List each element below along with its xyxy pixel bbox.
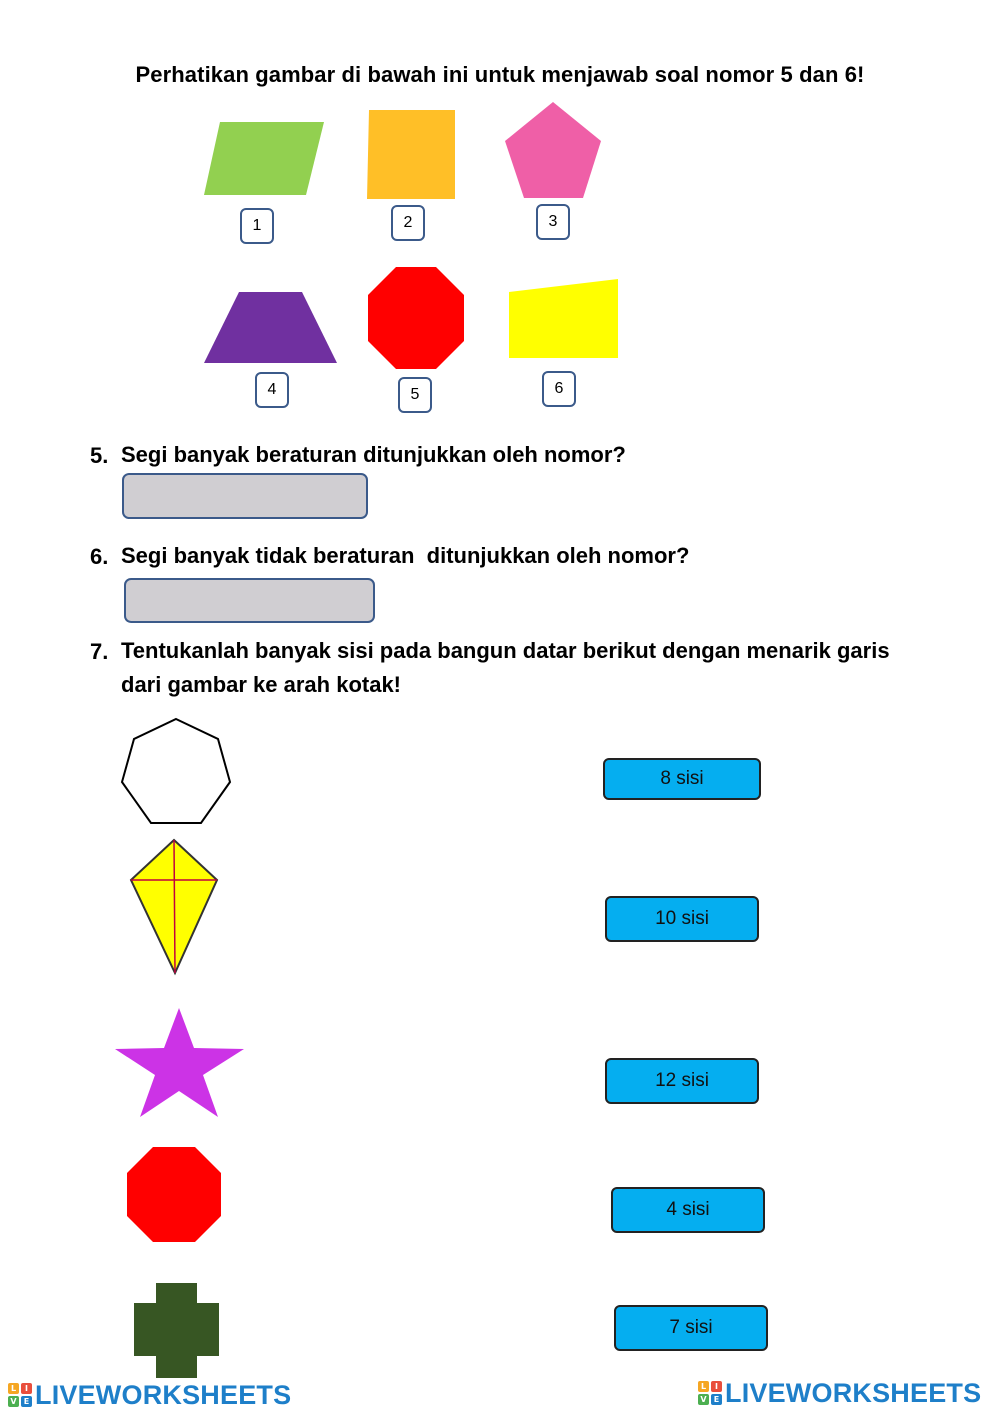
shape-number-label: 4 — [255, 372, 289, 408]
shape-1-parallelogram — [204, 122, 324, 195]
shape-number-label: 3 — [536, 204, 570, 240]
logo-mark-letter: I — [711, 1381, 722, 1392]
liveworksheets-logo-right — [698, 1378, 981, 1408]
cross-shape — [134, 1283, 219, 1378]
liveworksheets-logo-left — [8, 1380, 291, 1410]
logo-mark-letter: L — [698, 1381, 709, 1392]
question-5-number: 5. — [90, 443, 109, 468]
logo-mark-letter: L — [8, 1383, 19, 1394]
option-8-sisi[interactable]: 8 sisi — [603, 758, 761, 800]
star-shape — [115, 1008, 244, 1117]
question-6-number: 6. — [90, 544, 109, 569]
logo-mark-letter: V — [8, 1396, 19, 1407]
option-4-sisi[interactable]: 4 sisi — [611, 1187, 765, 1233]
option-7-sisi[interactable]: 7 sisi — [614, 1305, 768, 1351]
logo-text: LIVEWORKSHEETS — [725, 1377, 982, 1408]
logo-mark-letter: V — [698, 1394, 709, 1405]
shape-5-octagon — [368, 267, 464, 369]
shape-2-square — [367, 110, 455, 199]
question-5-text: Segi banyak beraturan ditunjukkan oleh nomor? — [121, 442, 626, 467]
heptagon-shape — [122, 719, 230, 823]
shape-4-trapezoid — [204, 292, 337, 363]
shape-6-quadrilateral — [509, 279, 618, 358]
kite-shape — [131, 840, 217, 973]
logo-mark-letter: E — [711, 1394, 722, 1405]
instruction-title: Perhatikan gambar di bawah ini untuk menjawab soal nomor 5 dan 6! — [135, 62, 865, 87]
question-7-number: 7. — [90, 639, 109, 664]
shape-number-label: 6 — [542, 371, 576, 407]
logo-mark-letter: I — [21, 1383, 32, 1394]
shape-number-label: 5 — [398, 377, 432, 413]
question-6-text: Segi banyak tidak beraturan ditunjukkan oleh nomor? — [121, 543, 690, 568]
shape-3-pentagon — [505, 102, 601, 198]
option-12-sisi[interactable]: 12 sisi — [605, 1058, 759, 1104]
logo-text: LIVEWORKSHEETS — [35, 1379, 292, 1410]
octagon-shape — [127, 1147, 221, 1242]
logo-mark-icon — [8, 1383, 32, 1407]
question-7-text-line1: Tentukanlah banyak sisi pada bangun datar berikut dengan menarik garis — [121, 638, 890, 663]
option-10-sisi[interactable]: 10 sisi — [605, 896, 759, 942]
question-7-text-line2: dari gambar ke arah kotak! — [121, 672, 402, 697]
logo-mark-icon — [698, 1381, 722, 1405]
shape-number-label: 1 — [240, 208, 274, 244]
shape-number-label: 2 — [391, 205, 425, 241]
logo-mark-letter: E — [21, 1396, 32, 1407]
question-6-answer-input[interactable] — [124, 578, 375, 623]
question-5-answer-input[interactable] — [122, 473, 368, 519]
